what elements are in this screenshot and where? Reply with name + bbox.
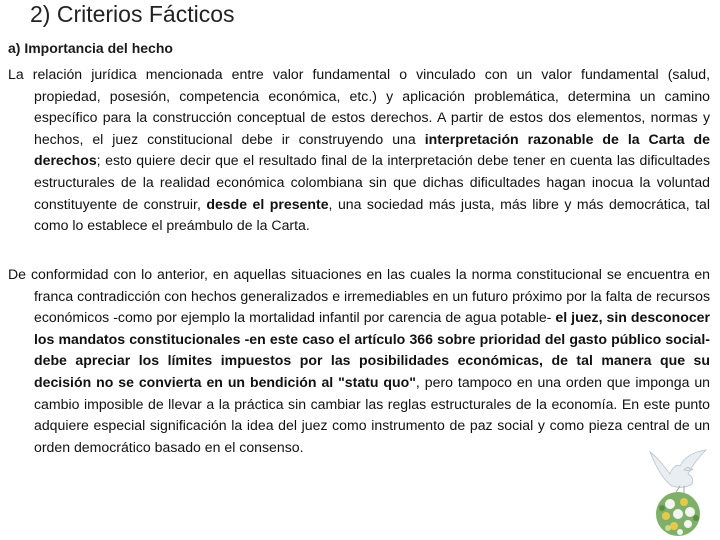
paragraph-1-text-a: La relación jurídica mencionada entre valor fundamental o vinculado con un valor fundamental (salud, propiedad, posesión, competencia económica, etc.) y aplicación problemática, determina un camino específico para la construcción conceptual de estos derechos. A partir de estos dos elementos, normas y hechos, el juez constitucional debe ir construyendo una bbox=[8, 66, 710, 147]
paragraph-1-text-b: ; esto quiere decir que el resultado final de la interpretación debe tener en cuenta las dificultades estructurales de la realidad económica colombiana sin que dichas dificultades hagan inocua la voluntad constituyente de construir, bbox=[34, 152, 710, 212]
paragraph-2 bbox=[8, 264, 710, 458]
paragraph-1-bold-a: interpretación razonable de la Carta de derechos bbox=[34, 130, 711, 169]
paragraph-1-text-c: , una sociedad más justa, más libre y más democrática, tal como lo establece el preámbulo de la Carta. bbox=[34, 195, 710, 234]
paragraph-1-bold-b: desde el presente bbox=[206, 195, 329, 212]
paragraph-2-text-a: De conformidad con lo anterior, en aquellas situaciones en las cuales la norma constitucional se encuentra en franca contradicción con hechos generalizados e irremediables en un futuro próximo por la falta de recursos económicos -como por ejemplo la mortalidad infantil por carencia de agua potable- bbox=[8, 266, 710, 326]
dove-icon bbox=[650, 450, 706, 493]
section-subheading: a) Importancia del hecho bbox=[8, 40, 173, 56]
slide-title: 2) Criterios Fácticos bbox=[30, 1, 235, 27]
paragraph-1 bbox=[8, 64, 710, 237]
peace-dove-icon bbox=[640, 448, 718, 540]
paragraph-2-text-b: , pero tampoco en una orden que imponga un cambio imposible de llevar a la práctica sin cambiar las reglas estructurales de la economía. En este punto adquiere especial significación la idea del juez como instrumento de paz social y como pieza central de un orden democrático basado en el consenso. bbox=[34, 373, 711, 455]
flower-globe-icon bbox=[656, 492, 700, 536]
paragraph-2-bold-a: el juez, sin desconocer los mandatos constitucionales -en este caso el artículo 366 sobre prioridad del gasto público social- debe apreciar los límites impuestos por las posibilidades económicas, de tal manera que su decisión no se convierta en un bendición al "statu quo" bbox=[34, 309, 710, 390]
